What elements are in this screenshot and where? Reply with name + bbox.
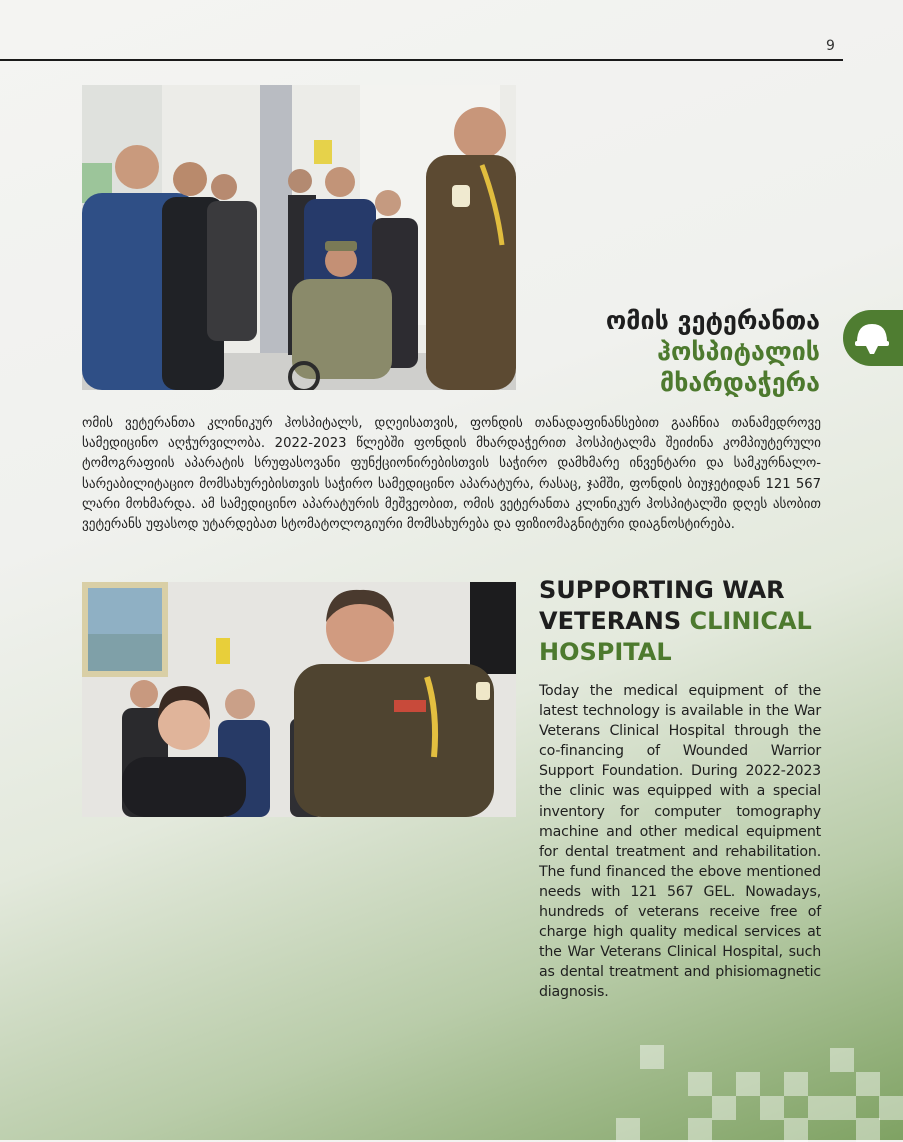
english-body: Today the medical equipment of the latest technology is available in the War Veterans Clinical Hospital through the co-financing of Wounded Warrior Support Foundation. During 2022-2023 the clinic was equipped with a special inventory for computer tomography machine and other medical equipment for dental treatment and rehabilitation. The fund financed the ebove mentioned needs with 121 567 GEL. Nowadays, hundreds of veterans receive free of charge high quality medical services at the War Veterans Clinical Hospital, such as dental treatment and phisiomagnetic diagnosis. bbox=[539, 683, 821, 1001]
photo-officer-smiling bbox=[82, 582, 516, 817]
page-number: 9 bbox=[826, 38, 835, 54]
georgian-title bbox=[520, 305, 820, 398]
georgian-title-line3: მხარდაჭერა bbox=[660, 368, 820, 397]
helmet-icon bbox=[852, 318, 892, 358]
english-title-green: CLINICAL HOSPITAL bbox=[539, 607, 812, 666]
decorative-pixel-pattern bbox=[590, 1040, 903, 1140]
georgian-title-line2: ჰოსპიტალის bbox=[657, 337, 820, 366]
photo-hospital-visit bbox=[82, 85, 516, 390]
section-tab bbox=[843, 310, 903, 366]
header-rule bbox=[0, 59, 843, 61]
georgian-title-line1: ომის ვეტერანთა bbox=[605, 306, 820, 335]
georgian-body: ომის ვეტერანთა კლინიკურ ჰოსპიტალს, დღეისათვის, ფონდის თანადაფინანსებით გააჩნია თანამედროვე სამედიცინო აღჭურვილობა. 2022-2023 წლებში ფონდის მხარდაჭერით ჰოსპიტალმა შეიძინა კომპიუტერული ტომოგრაფიის აპარატის სრუფასოვანი ფუნქციონირებისთვის საჭირო დამხმარე ინვენტარი და სამკურნალო-სარეაბილიტაციო მომსახურებისთვის საჭირო სამედიცინო აპარატურა, რასაც, ჯამში, ფონდის ბიუჯეტიდან 121 567 ლარი მოხმარდა. ამ სამედიცინო აპარატურის მეშვეობით, ომის ვეტერანთა კლინიკურ ჰოსპიტალში დღეს ასობით ვეტერანს უფასოდ უტარდებათ სტომატოლოგიური მომსახურება და ფიზიომაგნიტური დიაგნოსტირება. bbox=[82, 416, 821, 533]
english-title-dark: SUPPORTING WAR VETERANS bbox=[539, 576, 785, 635]
english-title bbox=[539, 575, 829, 668]
